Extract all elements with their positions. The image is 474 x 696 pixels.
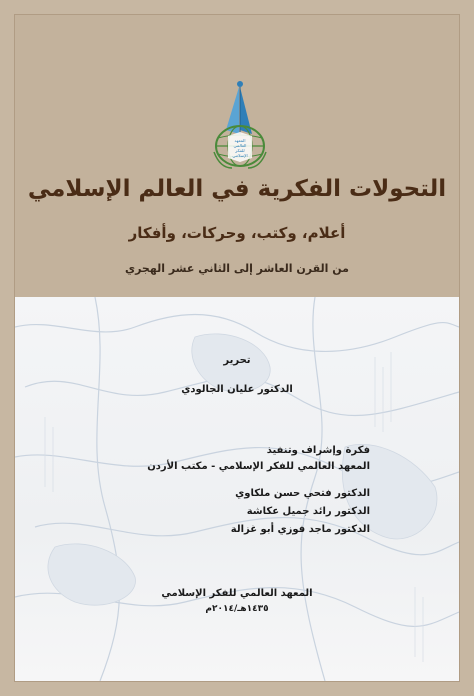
publication-year: ١٤٣٥هـ/٢٠١٤م	[205, 604, 269, 614]
logo-text-line: للفكر	[235, 148, 245, 153]
institute-office: المعهد العالمي للفكر الإسلامي - مكتب الأردن	[147, 461, 370, 472]
institute-logo-icon	[212, 72, 268, 170]
idea-label: فكرة وإشراف وتنفيذ	[266, 445, 370, 456]
contributor-name: الدكتور رائد جميل عكاشة	[246, 506, 370, 517]
contributor-name: الدكتور ماجد فوزي أبو غزالة	[230, 524, 370, 535]
book-period: من القرن العاشر إلى الثاني عشر الهجري	[124, 262, 349, 275]
book-subtitle: أعلام، وكتب، وحركات، وأفكار	[128, 224, 346, 242]
book-title: التحولات الفكرية في العالم الإسلامي	[27, 176, 447, 202]
edit-label: تحرير	[223, 355, 251, 366]
logo-text-line: العالمي	[233, 143, 247, 148]
logo-text-line: الإسلامي	[232, 153, 248, 158]
editor-name: الدكتور عليان الجالودي	[181, 384, 293, 395]
publisher-name: المعهد العالمي للفكر الإسلامي	[161, 588, 313, 599]
contributor-name: الدكتور فتحي حسن ملكاوي	[235, 488, 370, 499]
logo-text-line: المعهد	[234, 138, 246, 143]
